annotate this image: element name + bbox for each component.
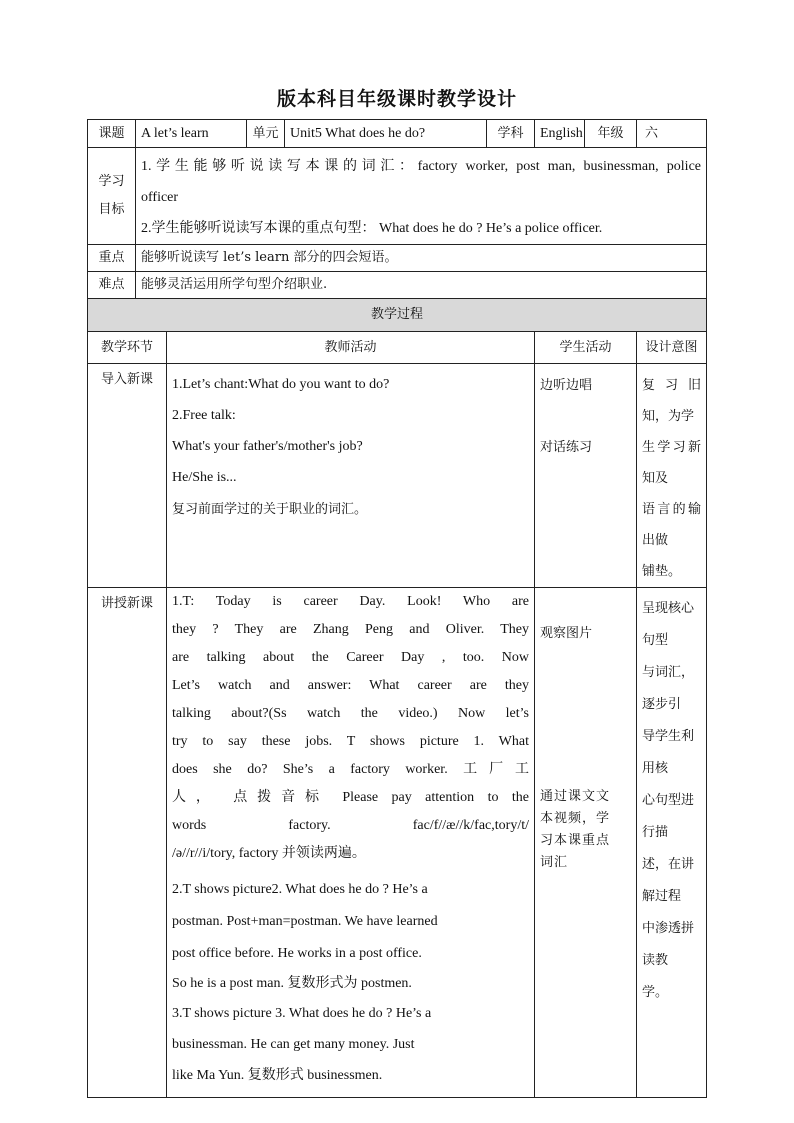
new-student-2-line-4: 词汇 xyxy=(540,855,569,870)
grade-value: 六 xyxy=(637,120,707,148)
new-student-2-line-2: 本视频，学 xyxy=(540,811,611,826)
objective-line-3: 2.学生能够听说读写本课的重点句型： What does he do ? He’s a police officer. xyxy=(141,221,603,236)
col-stage-header: 教学环节 xyxy=(88,332,167,364)
new-student-2-line-3: 习本课重点 xyxy=(540,833,611,848)
stage-new-intent xyxy=(637,588,707,1098)
stage-new-student xyxy=(535,588,637,1098)
topic-label: 课题 xyxy=(88,120,136,148)
new-intent-line-6: 中渗透拼读教 xyxy=(642,921,695,968)
intro-intent-line-2: 生学习新知及 xyxy=(642,440,701,486)
subject-value: English xyxy=(535,120,585,148)
difficulty-label: 难点 xyxy=(88,272,136,299)
intro-teacher-line-3: What's your father's/mother's job? xyxy=(172,439,363,454)
new-intent-line-1: 呈现核心句型 xyxy=(642,601,695,648)
stage-intro-intent xyxy=(637,364,707,588)
difficulty-text: 能够灵活运用所学句型介绍职业. xyxy=(136,272,707,299)
objective-line-1: 1.学生能够听说读写本课的词汇：factory worker, post man, businessman, police xyxy=(141,159,701,174)
new-student-1: 观察图片 xyxy=(540,626,593,641)
objectives-content xyxy=(136,148,707,245)
objectives-row xyxy=(88,148,707,245)
new-intent-line-4: 心句型进行描 xyxy=(642,793,695,840)
intro-teacher-line-1: 1.Let’s chant:What do you want to do? xyxy=(172,377,390,392)
new-student-2 xyxy=(540,786,631,874)
new-teacher-p2-line-4: So he is a post man. 复数形式为 postmen. xyxy=(172,976,412,991)
process-title-row xyxy=(88,299,707,332)
new-intent-line-5: 述，在讲解过程 xyxy=(642,857,695,904)
grade-label: 年级 xyxy=(585,120,637,148)
key-point-label: 重点 xyxy=(88,245,136,272)
intro-intent-line-3: 语言的输出做 xyxy=(642,502,701,548)
objectives-label xyxy=(88,148,136,245)
new-intent-line-7: 学。 xyxy=(642,985,669,1000)
new-teacher-p3-line-3: like Ma Yun. 复数形式 businessmen. xyxy=(172,1068,383,1083)
new-teacher-p2-line-2: postman. Post+man=postman. We have learned xyxy=(172,914,438,929)
new-teacher-p1-line-8: 人， 点拨音标 Please pay attention to the xyxy=(172,790,529,805)
column-header-row xyxy=(88,332,707,364)
unit-value: Unit5 What does he do? xyxy=(285,120,487,148)
new-teacher-p2 xyxy=(172,874,529,998)
intro-teacher-line-2: 2.Free talk: xyxy=(172,408,236,423)
stage-intro-name: 导入新课 xyxy=(88,364,167,588)
new-teacher-p3-line-2: businessman. He can get many money. Just xyxy=(172,1037,415,1052)
subject-label: 学科 xyxy=(487,120,535,148)
new-teacher-p2-line-3: post office before. He works in a post office. xyxy=(172,946,422,961)
stage-new-teacher xyxy=(167,588,535,1098)
intro-student-1: 边听边唱 xyxy=(540,378,593,393)
intro-intent-line-1: 复习旧知，为学 xyxy=(642,378,701,424)
new-teacher-p1-line-4: Let’s watch and answer: What career are they xyxy=(172,678,529,693)
new-teacher-p1-line-5: talking about?(Ss watch the video.) Now let’s xyxy=(172,706,529,721)
stage-new-name: 讲授新课 xyxy=(88,588,167,1098)
new-teacher-p3-line-1: 3.T shows picture 3. What does he do ? He’s a xyxy=(172,1006,432,1021)
process-title: 教学过程 xyxy=(88,299,707,332)
new-intent-line-3: 导学生利用核 xyxy=(642,729,695,776)
col-teacher-header: 教师活动 xyxy=(167,332,535,364)
new-teacher-p1-line-1: 1.T: Today is career Day. Look! Who are xyxy=(172,594,529,609)
new-teacher-p1-line-10: /ə//r//i/tory, factory 并领读两遍。 xyxy=(172,846,366,861)
topic-value: A let’s learn xyxy=(136,120,247,148)
new-student-2-line-1: 通过课文文 xyxy=(540,789,611,804)
key-point-row xyxy=(88,245,707,272)
col-student-header: 学生活动 xyxy=(535,332,637,364)
unit-label: 单元 xyxy=(247,120,285,148)
objectives-label-1: 学习 xyxy=(98,174,125,189)
intro-teacher-line-4: He/She is... xyxy=(172,470,237,485)
key-point-text: 能够听说读写 let’s learn 部分的四会短语。 xyxy=(136,245,707,272)
new-teacher-p1-line-7: does she do? She’s a factory worker. 工厂工 xyxy=(172,762,529,777)
new-teacher-p1-line-9: words factory. fac/f//æ//k/fac,tory/t/ xyxy=(172,818,529,833)
new-teacher-p1-line-3: are talking about the Career Day , too. Now xyxy=(172,650,529,665)
objective-line-2: officer xyxy=(141,190,179,205)
new-teacher-p1-line-6: try to say these jobs. T shows picture 1. What xyxy=(172,734,529,749)
stage-intro-teacher xyxy=(167,364,535,588)
col-intent-header: 设计意图 xyxy=(637,332,707,364)
difficulty-row xyxy=(88,272,707,299)
header-row xyxy=(88,120,707,148)
stage-new-row xyxy=(88,588,707,1098)
stage-intro-student xyxy=(535,364,637,588)
objectives-label-2: 目标 xyxy=(98,202,125,217)
new-teacher-p3 xyxy=(172,998,529,1091)
new-intent-line-2: 与词汇，逐步引 xyxy=(642,665,695,712)
lesson-plan-table xyxy=(87,119,707,1098)
new-teacher-p1-line-2: they ? They are Zhang Peng and Oliver. They xyxy=(172,622,529,637)
stage-intro-row xyxy=(88,364,707,588)
intro-intent-line-4: 铺垫。 xyxy=(642,564,682,579)
document-title: 版本科目年级课时教学设计 xyxy=(276,88,517,110)
intro-teacher-line-5: 复习前面学过的关于职业的词汇。 xyxy=(172,501,368,516)
intro-student-2: 对话练习 xyxy=(540,440,593,455)
new-teacher-p2-line-1: 2.T shows picture2. What does he do ? He’s a xyxy=(172,882,428,897)
